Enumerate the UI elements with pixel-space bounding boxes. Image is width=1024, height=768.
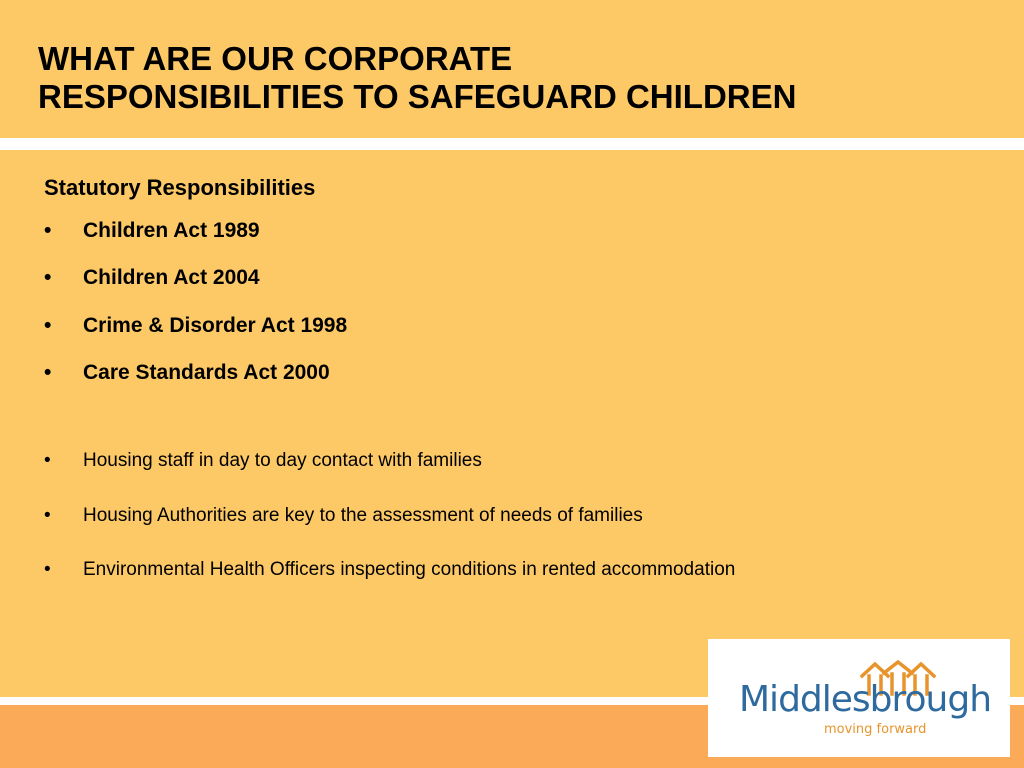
bullet-marker: •	[44, 219, 52, 242]
logo-name: Middlesbrough	[739, 679, 992, 720]
top-divider	[0, 138, 1024, 150]
list-item-text: Children Act 1989	[83, 219, 260, 242]
list-item-text: Housing Authorities are key to the assessment of needs of families	[83, 505, 643, 526]
list-item	[44, 218, 984, 244]
slide-title-line-2: RESPONSIBILITIES TO SAFEGUARD CHILDREN	[38, 78, 797, 115]
bullet-marker: •	[44, 559, 51, 580]
list-item-text: Crime & Disorder Act 1998	[83, 314, 348, 337]
bullet-marker: •	[44, 266, 52, 289]
bullet-marker: •	[44, 314, 52, 337]
list-item	[44, 360, 984, 386]
list-item	[44, 449, 984, 473]
slide-title-line-1: WHAT ARE OUR CORPORATE	[38, 40, 513, 77]
slide-title	[38, 40, 998, 116]
bullet-marker: •	[44, 450, 51, 471]
statutory-subheading: Statutory Responsibilities	[44, 175, 316, 200]
list-item	[44, 313, 984, 339]
list-item-text: Housing staff in day to day contact with families	[83, 450, 482, 471]
list-item	[44, 504, 984, 528]
bullet-marker: •	[44, 361, 52, 384]
list-item	[44, 265, 984, 291]
bullet-marker: •	[44, 505, 51, 526]
list-item	[44, 558, 984, 582]
list-item-text: Environmental Health Officers inspecting conditions in rented accommodation	[83, 559, 736, 580]
logo-tagline: moving forward	[824, 722, 927, 737]
list-item-text: Care Standards Act 2000	[83, 361, 330, 384]
list-item-text: Children Act 2004	[83, 266, 260, 289]
